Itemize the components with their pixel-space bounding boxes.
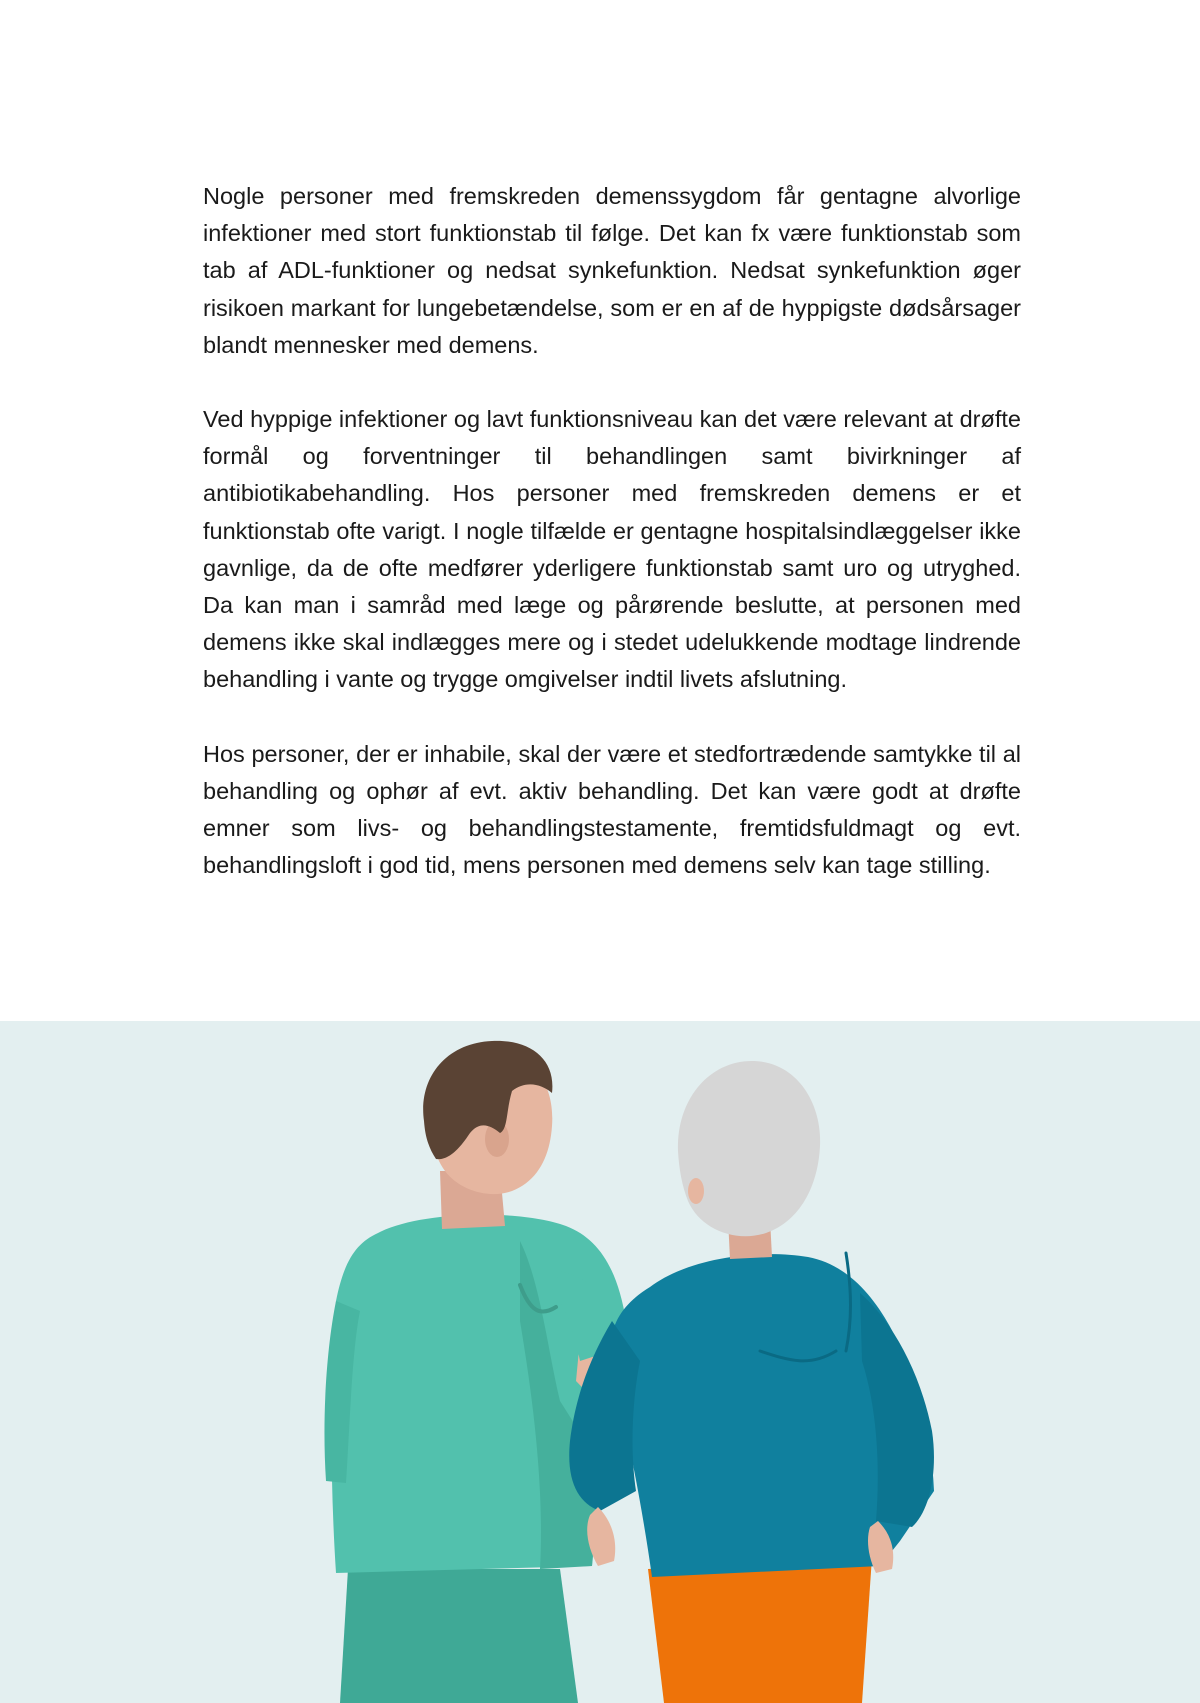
elder-pants xyxy=(648,1557,872,1703)
caregiver-pants xyxy=(340,1569,578,1703)
illustration-svg xyxy=(0,1021,1200,1703)
elder-figure xyxy=(569,1061,934,1703)
body-text xyxy=(203,178,1021,884)
paragraph-2: Ved hyppige infektioner og lavt funktionsniveau kan det være relevant at drøfte formål og forventninger til behandlingen samt bivirkninger af antibiotikabehandling. Hos personer med fremskreden demens er et funktionstab ofte varigt. I nogle tilfælde er gentagne hospitalsindlæggelser ikke gavnlige, da de ofte medfører yderligere funktionstab samt uro og utryghed. Da kan man i samråd med læge og pårørende beslutte, at personen med demens ikke skal indlægges mere og i stedet udelukkende modtage lindrende behandling i vante og trygge omgivelser indtil livets afslutning. xyxy=(203,406,1021,693)
elder-ear xyxy=(688,1178,704,1204)
paragraph-3: Hos personer, der er inhabile, skal der være et stedfortrædende samtykke til al behandling og ophør af evt. aktiv behandling. Det kan være godt at drøfte emner som livs- og behandlingstestamente, fremtidsfuldmagt og evt. behandlingsloft i god tid, mens personen med demens selv kan tage stilling. xyxy=(203,740,1021,879)
caregiver-elder-illustration xyxy=(0,1021,1200,1703)
paragraph-1: Nogle personer med fremskreden demenssygdom får gentagne alvorlige infektioner med stort funktionstab til følge. Det kan fx være funktionstab som tab af ADL-funktioner og nedsat synkefunktion. Nedsat synkefunktion øger risikoen markant for lungebetændelse, som er en af de hyppigste dødsårsager blandt mennesker med demens. xyxy=(203,183,1021,358)
elder-hair xyxy=(678,1061,820,1236)
